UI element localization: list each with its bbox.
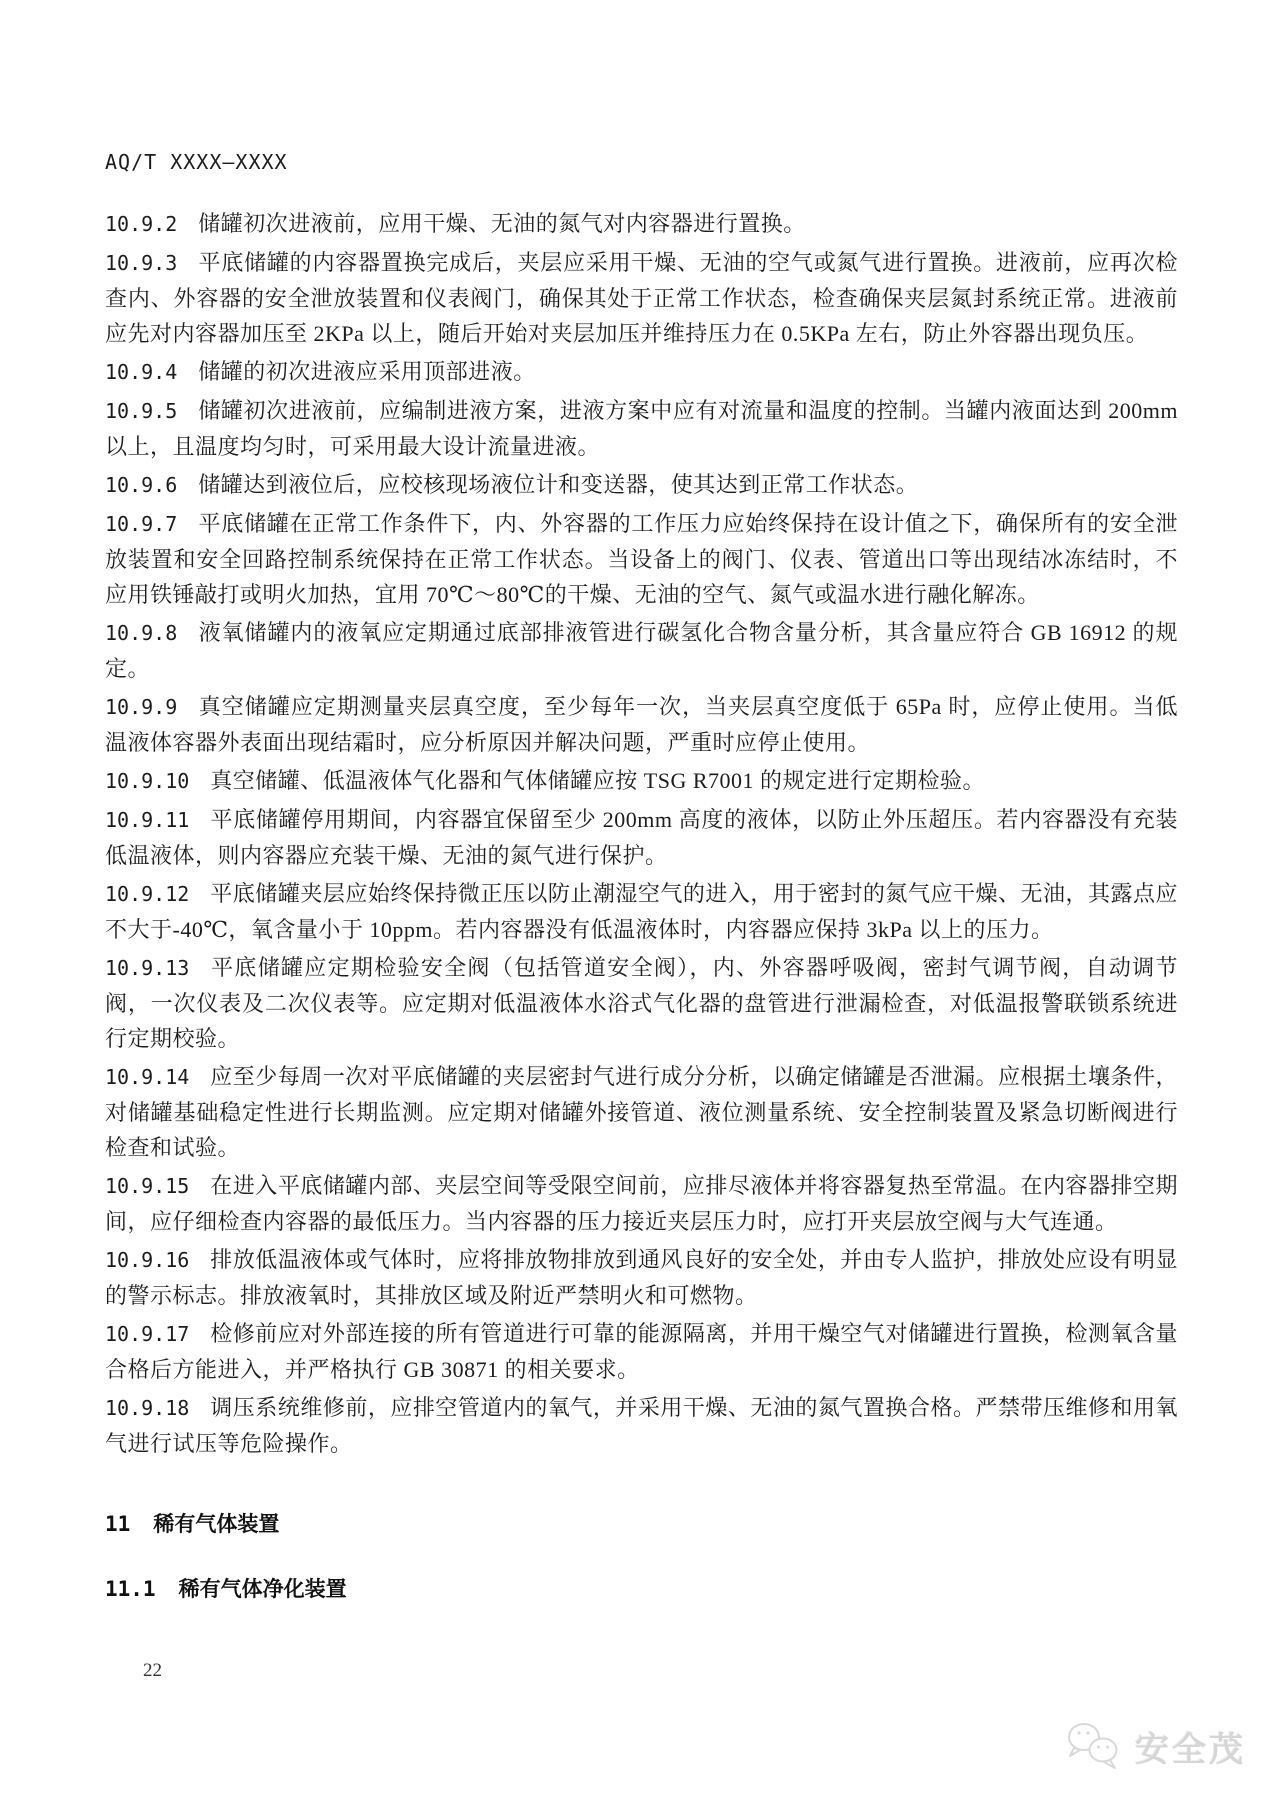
clause-10-9-10	[105, 763, 1178, 799]
clause-10-9-18	[105, 1390, 1178, 1461]
clause-10-9-15	[105, 1168, 1178, 1239]
clause-number: 10.9.3	[105, 251, 178, 275]
clause-text: 储罐达到液位后，应校核现场液位计和变送器，使其达到正常工作状态。	[198, 472, 919, 497]
clause-10-9-3	[105, 245, 1178, 351]
section-number: 11	[105, 1512, 131, 1536]
clause-text: 在进入平底储罐内部、夹层空间等受限空间前，应排尽液体并将容器复热至常温。在内容器排空期间，应仔细检查内容器的最低压力。当内容器的压力接近夹层压力时，应打开夹层放空阀与大气连通。	[105, 1173, 1178, 1234]
standard-code-header: AQ/T XXXX—XXXX	[105, 150, 288, 174]
clause-text: 液氧储罐内的液氧应定期通过底部排液管进行碳氢化合物含量分析，其含量应符合 GB 16912 的规定。	[105, 620, 1178, 681]
section-title: 稀有气体装置	[153, 1513, 280, 1536]
clause-10-9-17	[105, 1316, 1178, 1387]
clause-10-9-14	[105, 1059, 1178, 1165]
clause-text: 真空储罐应定期测量夹层真空度，至少每年一次，当夹层真空度低于 65Pa 时，应停止使用。当低温液体容器外表面出现结霜时，应分析原因并解决问题，严重时应停止使用。	[105, 694, 1178, 755]
clause-10-9-9	[105, 689, 1178, 760]
clause-10-9-2	[105, 206, 1178, 242]
clause-10-9-6	[105, 467, 1178, 503]
page-number: 22	[143, 1660, 162, 1681]
clause-10-9-5	[105, 393, 1178, 464]
clause-number: 10.9.8	[105, 621, 178, 645]
clause-number: 10.9.4	[105, 360, 178, 384]
clause-number: 10.9.16	[105, 1248, 190, 1272]
clause-text: 储罐初次进液前，应用干燥、无油的氮气对内容器进行置换。	[198, 211, 806, 236]
clause-number: 10.9.7	[105, 512, 178, 536]
clause-text: 储罐初次进液前，应编制进液方案，进液方案中应有对流量和温度的控制。当罐内液面达到 200mm 以上，且温度均匀时，可采用最大设计流量进液。	[105, 398, 1178, 459]
section-heading-11-1	[105, 1574, 1178, 1605]
clause-number: 10.9.14	[105, 1065, 190, 1089]
clause-10-9-4	[105, 354, 1178, 390]
clause-text: 应至少每周一次对平底储罐的夹层密封气进行成分分析，以确定储罐是否泄漏。应根据土壤条件，对储罐基础稳定性进行长期监测。应定期对储罐外接管道、液位测量系统、安全控制装置及紧急切断阀进行检查和试验。	[105, 1064, 1178, 1160]
clause-number: 10.9.17	[105, 1322, 190, 1346]
section-heading-11	[105, 1509, 1178, 1540]
clause-text: 平底储罐在正常工作条件下，内、外容器的工作压力应始终保持在设计值之下，确保所有的安全泄放装置和安全回路控制系统保持在正常工作状态。当设备上的阀门、仪表、管道出口等出现结冰冻结时，不应用铁锤敲打或明火加热，宜用 70℃～80℃的干燥、无油的空气、氮气或温水进行融化解冻。	[105, 511, 1178, 607]
clause-number: 10.9.6	[105, 473, 178, 497]
clause-text: 平底储罐停用期间，内容器宜保留至少 200mm 高度的液体，以防止外压超压。若内容器没有充装低温液体，则内容器应充装干燥、无油的氮气进行保护。	[105, 807, 1178, 868]
clause-text: 储罐的初次进液应采用顶部进液。	[198, 359, 536, 384]
clause-number: 10.9.5	[105, 399, 178, 423]
clause-number: 10.9.12	[105, 882, 190, 906]
clause-10-9-11	[105, 802, 1178, 873]
clause-text: 平底储罐夹层应始终保持微正压以防止潮湿空气的进入，用于密封的氮气应干燥、无油，其露点应不大于-40℃，氧含量小于 10ppm。若内容器没有低温液体时，内容器应保持 3kPa 以上的压力。	[105, 881, 1178, 942]
clause-number: 10.9.11	[105, 808, 190, 832]
section-number: 11.1	[105, 1577, 156, 1601]
clause-text: 检修前应对外部连接的所有管道进行可靠的能源隔离，并用干燥空气对储罐进行置换，检测氧含量合格后方能进入，并严格执行 GB 30871 的相关要求。	[105, 1321, 1178, 1382]
document-body	[105, 203, 1178, 1605]
clause-number: 10.9.2	[105, 212, 178, 236]
clause-text: 平底储罐的内容器置换完成后，夹层应采用干燥、无油的空气或氮气进行置换。进液前，应再次检查内、外容器的安全泄放装置和仪表阀门，确保其处于正常工作状态，检查确保夹层氮封系统正常。进液前应先对内容器加压至 2KPa 以上，随后开始对夹层加压并维持压力在 0.5KPa 左右，防止外容器出现负压。	[105, 250, 1178, 346]
clause-number: 10.9.15	[105, 1174, 190, 1198]
clause-text: 平底储罐应定期检验安全阀（包括管道安全阀），内、外容器呼吸阀，密封气调节阀，自动调节阀，一次仪表及二次仪表等。应定期对低温液体水浴式气化器的盘管进行泄漏检查，对低温报警联锁系统进行定期校验。	[105, 955, 1178, 1051]
watermark-text: 安全茂	[1135, 1730, 1246, 1769]
clause-number: 10.9.13	[105, 956, 190, 980]
clause-text: 排放低温液体或气体时，应将排放物排放到通风良好的安全处，并由专人监护，排放处应设有明显的警示标志。排放液氧时，其排放区域及附近严禁明火和可燃物。	[105, 1247, 1178, 1308]
clause-10-9-16	[105, 1242, 1178, 1313]
section-title: 稀有气体净化装置	[178, 1578, 347, 1601]
watermark	[1063, 1720, 1246, 1772]
clause-number: 10.9.18	[105, 1396, 190, 1420]
clause-text: 调压系统维修前，应排空管道内的氧气，并采用干燥、无油的氮气置换合格。严禁带压维修和用氧气进行试压等危险操作。	[105, 1395, 1178, 1456]
clause-10-9-13	[105, 950, 1178, 1056]
clause-number: 10.9.10	[105, 769, 190, 793]
clause-text: 真空储罐、低温液体气化器和气体储罐应按 TSG R7001 的规定进行定期检验。	[210, 768, 986, 793]
wechat-bubbles-icon	[1063, 1720, 1125, 1772]
clause-10-9-7	[105, 506, 1178, 612]
clause-10-9-12	[105, 876, 1178, 947]
clause-10-9-8	[105, 615, 1178, 686]
clause-number: 10.9.9	[105, 695, 178, 719]
